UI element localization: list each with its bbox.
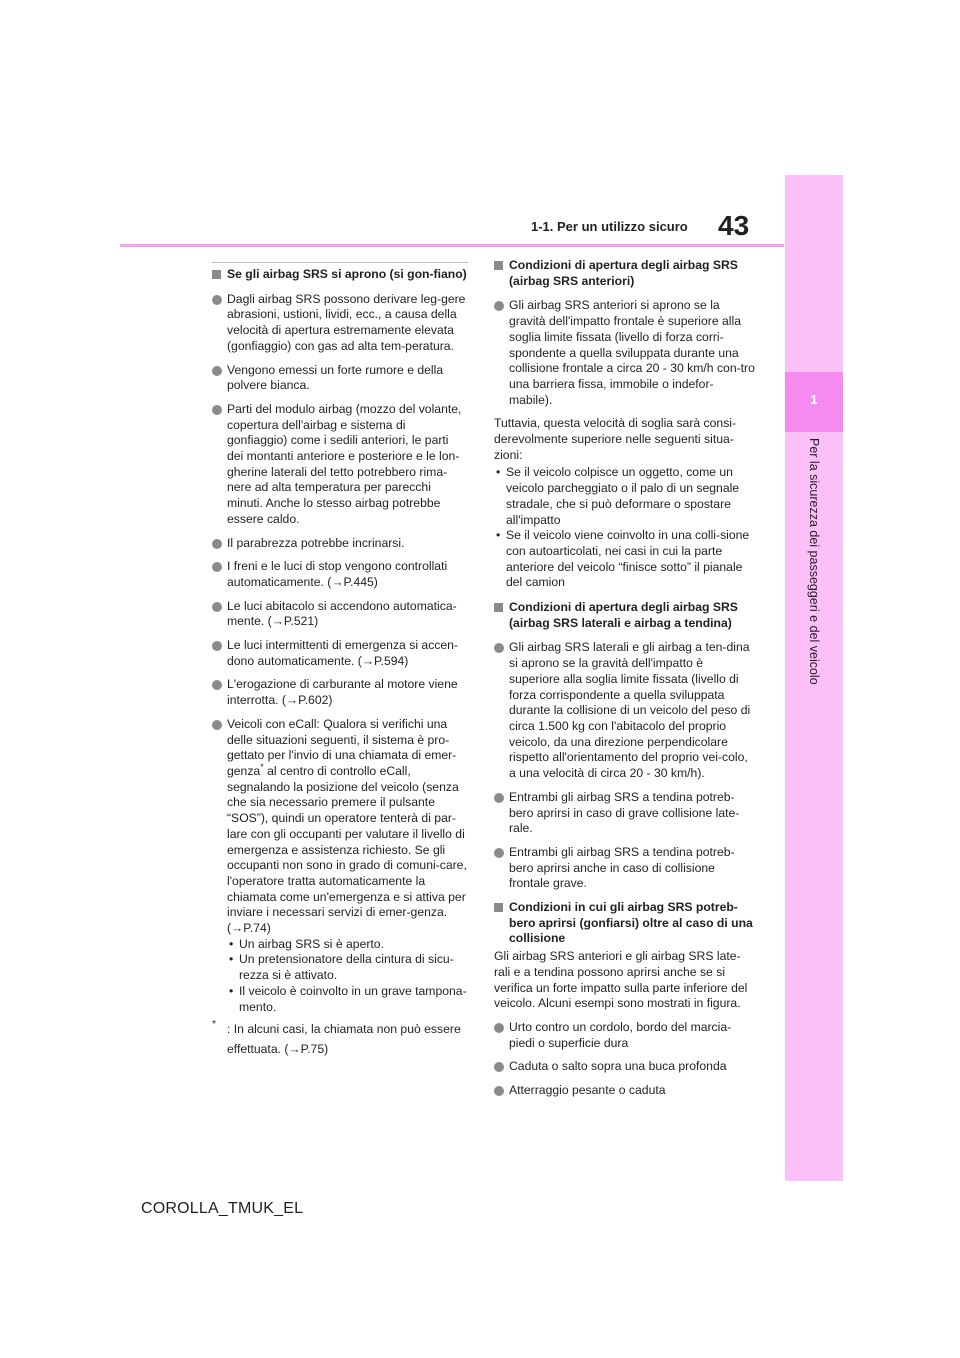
chapter-header: 1-1. Per un utilizzo sicuro [531, 219, 688, 234]
circle-bullet-icon [494, 1023, 504, 1033]
chapter-sidebar-title-text: Per la sicurezza dei passeggeri e del veicolo [807, 438, 821, 685]
circle-bullet-icon [494, 1062, 504, 1072]
heading-text: Se gli airbag SRS si aprono (si gon-fiano) [227, 267, 467, 281]
list-item: L'erogazione di carburante al motore viene interrotta. (→P.602) [212, 677, 468, 708]
sub-list-item: • Un pretensionatore della cintura di sicu-rezza si è attivato. [227, 952, 468, 983]
circle-bullet-icon [494, 1086, 504, 1096]
footnote [212, 1019, 468, 1059]
square-bullet-icon [494, 903, 503, 912]
list-item: Le luci intermittenti di emergenza si accen-dono automaticamente. (→P.594) [212, 638, 468, 669]
ecall-conditions [227, 937, 468, 1016]
list-item: Le luci abitacolo si accendono automatica-mente. (→P.521) [212, 599, 468, 630]
circle-bullet-icon [494, 301, 504, 311]
front-threshold-conditions [494, 465, 756, 591]
circle-bullet-icon [212, 539, 222, 549]
list-item: I freni e le luci di stop vengono controllati automaticamente. (→P.445) [212, 559, 468, 590]
paragraph: Tuttavia, questa velocità di soglia sarà consi-derevolmente superiore nelle seguenti situa-zioni: [494, 416, 737, 462]
section-heading-airbag-open [212, 267, 468, 283]
list-item: Entrambi gli airbag SRS a tendina potreb-bero aprirsi in caso di grave collisione late-rale. [494, 790, 756, 837]
right-column [494, 258, 756, 1107]
model-code-footer: COROLLA_TMUK_EL [141, 1200, 304, 1217]
list-item: Urto contro un cordolo, bordo del marcia-piedi o superficie dura [494, 1020, 756, 1051]
header-rule [120, 244, 784, 247]
list-item: Vengono emessi un forte rumore e della polvere bianca. [212, 363, 468, 394]
circle-bullet-icon [212, 641, 222, 651]
square-bullet-icon [494, 603, 503, 612]
sub-list-item: • Un airbag SRS si è aperto. [227, 937, 468, 953]
sub-list-item: • Il veicolo è coinvolto in un grave tampona-mento. [227, 984, 468, 1015]
circle-bullet-icon [212, 680, 222, 690]
square-bullet-icon [494, 261, 503, 270]
sub-list-item: • Se il veicolo viene coinvolto in una colli-sione con autoarticolati, nei casi in cui la parte anteriore del veicolo “finisce sotto” il pianale del camion [494, 528, 756, 591]
list-item: Parti del modulo airbag (mozzo del volante, copertura dell'airbag e sistema di gonfiaggio) come i sedili anteriori, le parti dei montanti anteriore e posteriore e le lon-gherine laterali del tetto potrebbero rima-nere ad alta temperatura per parecchi minuti. Anche lo stesso airbag potrebbe essere caldo. [212, 402, 468, 528]
circle-bullet-icon [494, 643, 504, 653]
footnote-text: : In alcuni casi, la chiamata non può essere effettuata. (→P.75) [227, 1022, 461, 1057]
section-heading-non-collision: Condizioni in cui gli airbag SRS potreb-bero aprirsi (gonfiarsi) oltre al caso di una collisione [494, 900, 756, 947]
circle-bullet-icon [212, 366, 222, 376]
circle-bullet-icon [212, 405, 222, 415]
chapter-tab-number: 1 [810, 392, 818, 407]
ecall-text: Veicoli con eCall: Qualora si verifichi una delle situazioni seguenti, il sistema è pro-gettato per l'invio di una chiamata di emer-genza [227, 716, 457, 778]
section-heading-side-airbags: Condizioni di apertura degli airbag SRS (airbag SRS laterali e airbag a tendina) [494, 600, 756, 631]
paragraph: Gli airbag SRS anteriori e gli airbag SRS late-rali e a tendina possono aprirsi anche se si verifica un forte impatto sulla parte inferiore del veicolo. Alcuni esempi sono mostrati in figura. [494, 949, 748, 1011]
footnote-marker: * [260, 761, 264, 772]
circle-bullet-icon [212, 602, 222, 612]
list-item: Gli airbag SRS laterali e gli airbag a ten-dina si aprono se la gravità dell'impatto è superiore alla soglia limite fissata (livello di forza corrispondente a quella sviluppata durante la collisione di un veicolo del peso di circa 1.500 kg con l'abitacolo del proprio veicolo, da una direzione perpendicolare rispetto all'orientamento del proprio vei-colo, a una velocità di circa 20 - 30 km/h). [494, 640, 756, 781]
list-item: Gli airbag SRS anteriori si aprono se la gravità dell'impatto frontale è superiore alla soglia limite fissata (livello di forza corri-spondente a quella sviluppata durante una collisione frontale a circa 20 - 30 km/h con-tro una barriera fissa, immobile o indefor-mabile). [494, 298, 756, 408]
footnote-mark: * [212, 1019, 216, 1031]
ecall-text-cont: al centro di controllo eCall, segnalando la posizione del veicolo (senza che sia necessario premere il pulsante “SOS”), quindi un operatore tenterà di par-lare con gli occupanti per valutare il livello di emergenza e assistenza richiesto. Se gli occupanti non sono in grado di comuni-care, l'operatore tratta automaticamente la chiamata come un'emergenza e si attiva per inviare i necessari servizi di emer-genza. (→P.74) [227, 763, 467, 936]
section-heading-front-airbags: Condizioni di apertura degli airbag SRS (airbag SRS anteriori) [494, 258, 756, 289]
list-item: Atterraggio pesante o caduta [494, 1083, 756, 1099]
circle-bullet-icon [212, 295, 222, 305]
circle-bullet-icon [212, 720, 222, 730]
list-item: Il parabrezza potrebbe incrinarsi. [212, 536, 468, 552]
ecall-item [212, 717, 468, 937]
circle-bullet-icon [494, 793, 504, 803]
sub-list-item: • Se il veicolo colpisce un oggetto, come un veicolo parcheggiato o il palo di un segnale stradale, che si può deformare o spostare all'impatto [494, 465, 756, 528]
circle-bullet-icon [494, 848, 504, 858]
list-item: Caduta o salto sopra una buca profonda [494, 1059, 756, 1075]
list-item: Entrambi gli airbag SRS a tendina potreb-bero aprirsi anche in caso di collisione frontale grave. [494, 845, 756, 892]
list-item: Dagli airbag SRS possono derivare leg-gere abrasioni, ustioni, lividi, ecc., a causa della velocità di apertura estremamente elevata (gonfiaggio) con gas ad alta tem-peratura. [212, 292, 468, 355]
left-column [212, 262, 468, 1059]
square-bullet-icon [212, 270, 221, 279]
page-number: 43 [718, 210, 750, 241]
circle-bullet-icon [212, 562, 222, 572]
